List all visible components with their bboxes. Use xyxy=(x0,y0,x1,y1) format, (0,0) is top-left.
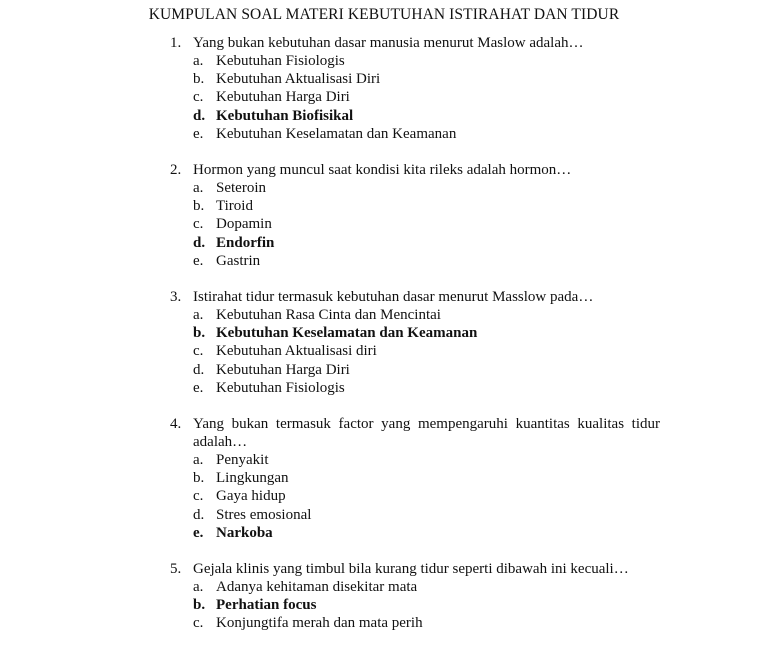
option-letter: a. xyxy=(193,180,204,197)
option-text: Penyakit xyxy=(216,452,269,469)
option-text: Kebutuhan Aktualisasi diri xyxy=(216,343,377,360)
option-item xyxy=(170,596,660,614)
option-letter: e. xyxy=(193,379,204,396)
question-line xyxy=(170,560,660,578)
option-text: Kebutuhan Biofisikal xyxy=(216,107,354,124)
option-text: Kebutuhan Keselamatan dan Keamanan xyxy=(216,125,457,142)
question-line xyxy=(170,34,660,52)
question-line xyxy=(170,415,660,451)
option-item xyxy=(170,342,660,360)
option-letter: b. xyxy=(193,325,206,342)
option-letter: a. xyxy=(193,452,204,469)
option-letter: a. xyxy=(193,307,204,324)
option-letter: c. xyxy=(193,216,204,233)
question-number: 5. xyxy=(170,561,182,578)
option-letter: d. xyxy=(193,506,205,523)
option-item xyxy=(170,487,660,505)
option-item xyxy=(170,88,660,106)
option-text: Tiroid xyxy=(216,198,253,215)
option-letter: d. xyxy=(193,234,206,251)
option-text: Seteroin xyxy=(216,180,266,197)
question-text: Gejala klinis yang timbul bila kurang tidur seperti dibawah ini kecuali… xyxy=(193,561,629,578)
question-number: 4. xyxy=(170,416,182,433)
question-line xyxy=(170,288,660,306)
question-item xyxy=(170,415,660,542)
question-number: 3. xyxy=(170,289,182,306)
option-letter: c. xyxy=(193,343,204,360)
option-letter: b. xyxy=(193,198,205,215)
question-line xyxy=(170,161,660,179)
option-item xyxy=(170,107,660,125)
option-letter: b. xyxy=(193,470,205,487)
option-item xyxy=(170,361,660,379)
option-letter: e. xyxy=(193,252,204,269)
option-list xyxy=(170,451,660,542)
option-list xyxy=(170,578,660,633)
option-item xyxy=(170,234,660,252)
option-letter: e. xyxy=(193,125,204,142)
option-text: Kebutuhan Harga Diri xyxy=(216,361,350,378)
option-item xyxy=(170,469,660,487)
option-text: Kebutuhan Fisiologis xyxy=(216,379,345,396)
option-text: Narkoba xyxy=(216,524,273,541)
question-number: 1. xyxy=(170,35,182,51)
option-item xyxy=(170,70,660,88)
option-item xyxy=(170,179,660,197)
option-item xyxy=(170,578,660,596)
option-item xyxy=(170,506,660,524)
option-list xyxy=(170,179,660,270)
option-letter: d. xyxy=(193,107,206,124)
question-text: Istirahat tidur termasuk kebutuhan dasar menurut Masslow pada… xyxy=(193,289,594,306)
option-item xyxy=(170,451,660,469)
option-item xyxy=(170,379,660,397)
option-text: Stres emosional xyxy=(216,506,312,523)
option-text: Adanya kehitaman disekitar mata xyxy=(216,579,418,596)
option-item xyxy=(170,252,660,270)
question-text: Yang bukan termasuk factor yang mempengaruhi kuantitas kualitas tidur adalah… xyxy=(193,416,660,451)
option-item xyxy=(170,52,660,70)
option-item xyxy=(170,197,660,215)
option-text: Gastrin xyxy=(216,252,261,269)
option-item xyxy=(170,125,660,143)
option-text: Perhatian focus xyxy=(216,597,317,614)
question-item xyxy=(170,288,660,397)
option-list xyxy=(170,52,660,143)
option-letter: b. xyxy=(193,71,205,88)
option-letter: d. xyxy=(193,361,205,378)
option-item xyxy=(170,524,660,542)
option-text: Kebutuhan Aktualisasi Diri xyxy=(216,71,381,88)
option-text: Endorfin xyxy=(216,234,275,251)
question-item xyxy=(170,161,660,270)
option-text: Dopamin xyxy=(216,216,272,233)
question-list xyxy=(170,34,660,651)
option-item xyxy=(170,306,660,324)
option-text: Kebutuhan Rasa Cinta dan Mencintai xyxy=(216,307,441,324)
option-letter: c. xyxy=(193,488,204,505)
option-text: Kebutuhan Harga Diri xyxy=(216,89,350,106)
question-item xyxy=(170,34,660,143)
option-text: Gaya hidup xyxy=(216,488,286,505)
option-letter: a. xyxy=(193,579,204,596)
question-text: Yang bukan kebutuhan dasar manusia menurut Maslow adalah… xyxy=(193,35,584,51)
option-item xyxy=(170,324,660,342)
option-letter: c. xyxy=(193,89,204,106)
question-number: 2. xyxy=(170,162,182,179)
document-title: KUMPULAN SOAL MATERI KEBUTUHAN ISTIRAHAT DAN TIDUR xyxy=(148,6,620,23)
option-text: Kebutuhan Fisiologis xyxy=(216,53,345,69)
option-item xyxy=(170,215,660,233)
option-text: Lingkungan xyxy=(216,470,289,487)
option-letter: e. xyxy=(193,524,204,541)
question-text: Hormon yang muncul saat kondisi kita rileks adalah hormon… xyxy=(193,162,572,179)
option-letter: a. xyxy=(193,53,204,69)
option-letter: c. xyxy=(193,615,204,632)
question-item xyxy=(170,560,660,633)
option-text: Konjungtifa merah dan mata perih xyxy=(216,615,423,632)
option-letter: b. xyxy=(193,597,206,614)
option-text: Kebutuhan Keselamatan dan Keamanan xyxy=(216,325,478,342)
option-list xyxy=(170,306,660,397)
